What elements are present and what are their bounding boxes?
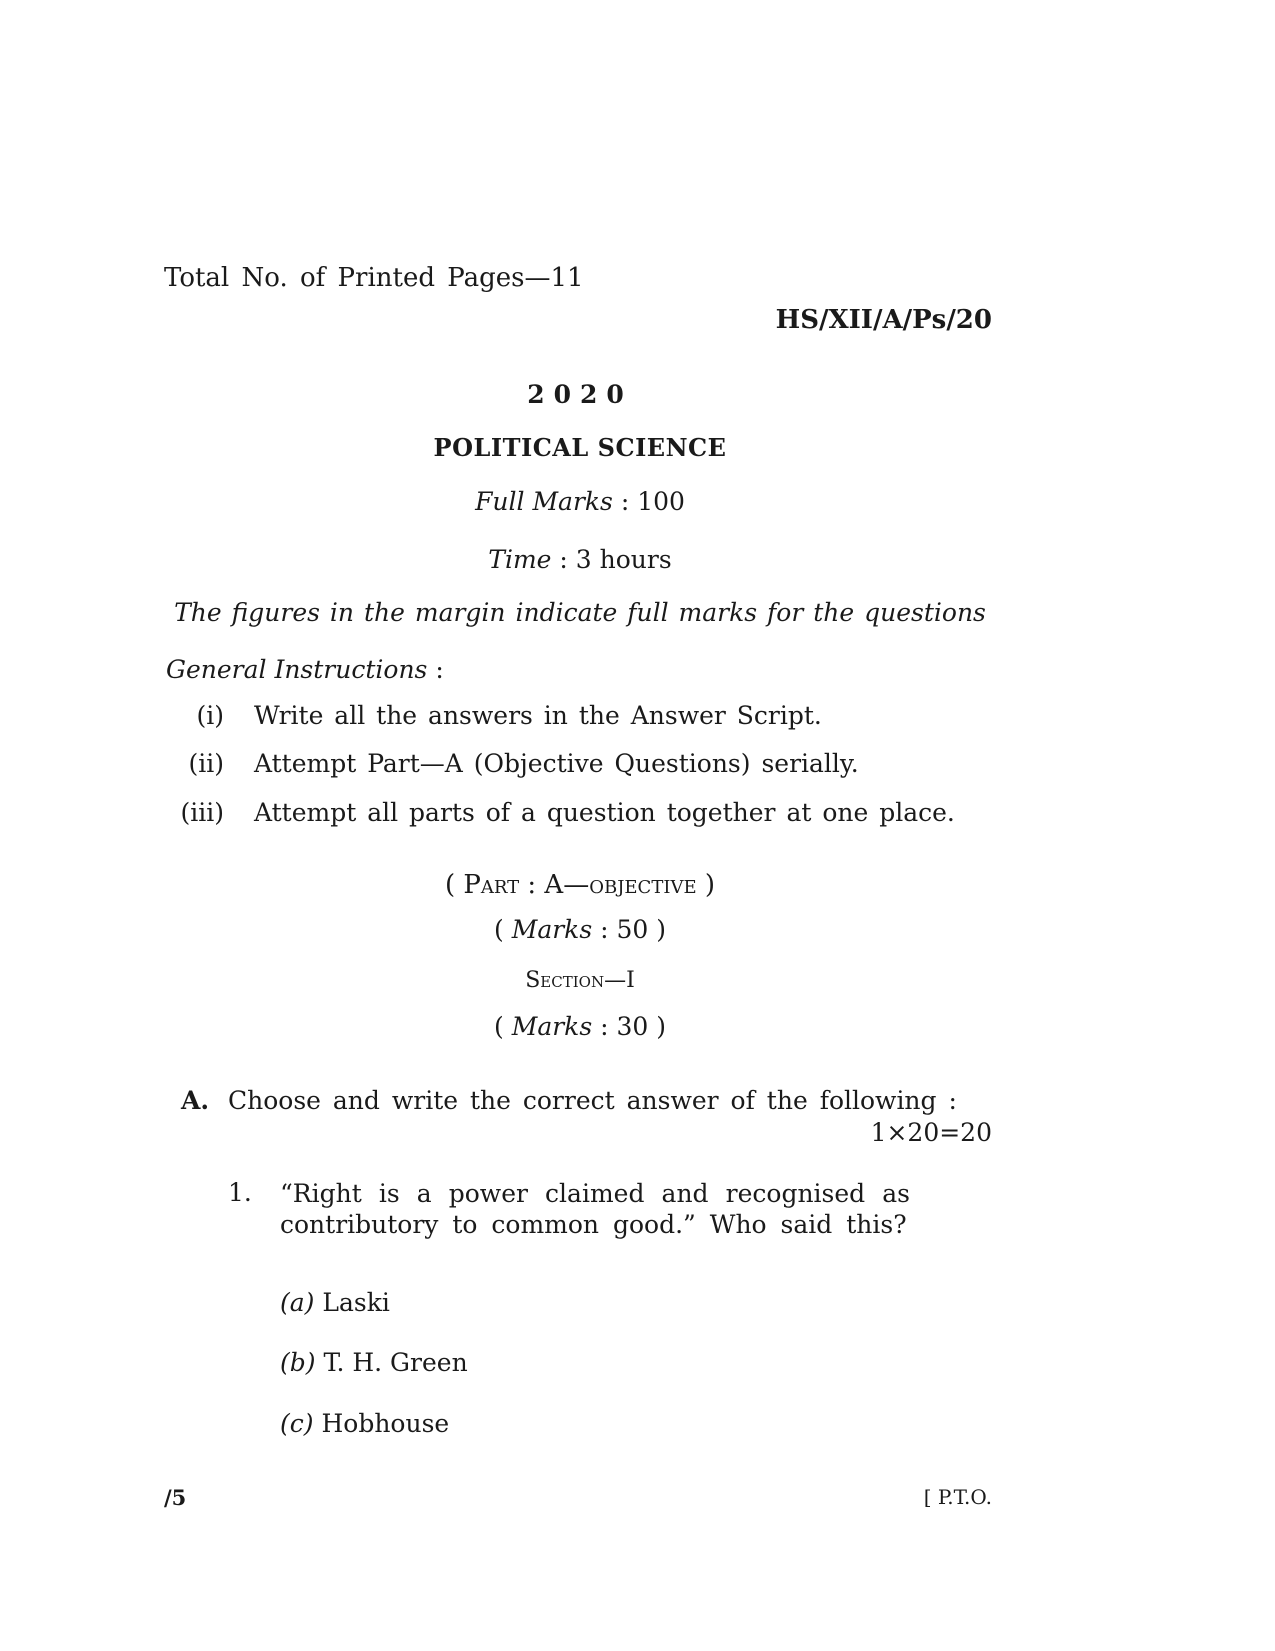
section-marks <box>0 1012 1160 1041</box>
section-marks-open: ( <box>494 1012 512 1041</box>
general-instructions-label: General Instructions <box>166 655 428 684</box>
general-instructions-heading <box>166 655 444 684</box>
instruction-text: Write all the answers in the Answer Script. <box>254 701 822 730</box>
margin-note: The figures in the margin indicate full marks for the questions <box>174 598 986 627</box>
question-a-marks: 1×20=20 <box>870 1118 992 1147</box>
general-instructions-colon: : <box>427 655 444 684</box>
part-heading-mid: : A— <box>519 870 590 900</box>
instruction-number: (ii) <box>188 749 224 778</box>
paper-code: HS/XII/A/Ps/20 <box>775 305 992 335</box>
option-c <box>280 1409 449 1438</box>
full-marks <box>0 487 1160 516</box>
subject-title: POLITICAL SCIENCE <box>433 433 727 462</box>
part-marks-label: Marks <box>511 915 593 944</box>
question-a-label: A. <box>181 1086 210 1115</box>
option-b <box>280 1348 468 1377</box>
option-label: (b) <box>280 1348 316 1377</box>
part-heading <box>0 870 1160 900</box>
instruction-text: Attempt Part—A (Objective Questions) serially. <box>254 749 859 778</box>
section-marks-value: : 30 ) <box>592 1012 666 1041</box>
instruction-number: (iii) <box>180 798 224 827</box>
footer-pto: [ P.T.O. <box>923 1485 992 1509</box>
time-label: Time <box>488 545 552 574</box>
full-marks-value: : 100 <box>620 487 685 516</box>
option-label: (c) <box>280 1409 314 1438</box>
part-marks-open: ( <box>494 915 512 944</box>
footer-code: /5 <box>164 1485 187 1510</box>
option-a <box>280 1288 390 1317</box>
exam-year: 2020 <box>527 380 633 409</box>
section-heading: Section—I <box>525 968 635 993</box>
instruction-text: Attempt all parts of a question together at one place. <box>254 798 955 827</box>
section-marks-label: Marks <box>511 1012 593 1041</box>
exam-time <box>0 545 1160 574</box>
question-a-text: Choose and write the correct answer of the following : <box>228 1086 957 1115</box>
option-label: (a) <box>280 1288 315 1317</box>
option-text: Hobhouse <box>321 1409 450 1438</box>
part-marks <box>0 915 1160 944</box>
part-heading-part: Part <box>463 870 520 900</box>
printed-pages-count: Total No. of Printed Pages—11 <box>164 263 584 293</box>
option-text: T. H. Green <box>323 1348 468 1377</box>
part-heading-objective: objective <box>589 870 697 900</box>
part-heading-close: ) <box>696 870 716 900</box>
question-1-text: “Right is a power claimed and recognised as contributory to common good.” Who said this? <box>280 1179 910 1239</box>
time-value: : 3 hours <box>559 545 672 574</box>
option-text: Laski <box>322 1288 390 1317</box>
part-heading-open: ( <box>444 870 464 900</box>
part-marks-value: : 50 ) <box>592 915 666 944</box>
instruction-number: (i) <box>196 701 224 730</box>
full-marks-label: Full Marks <box>475 487 613 516</box>
question-1-number: 1. <box>228 1178 252 1207</box>
